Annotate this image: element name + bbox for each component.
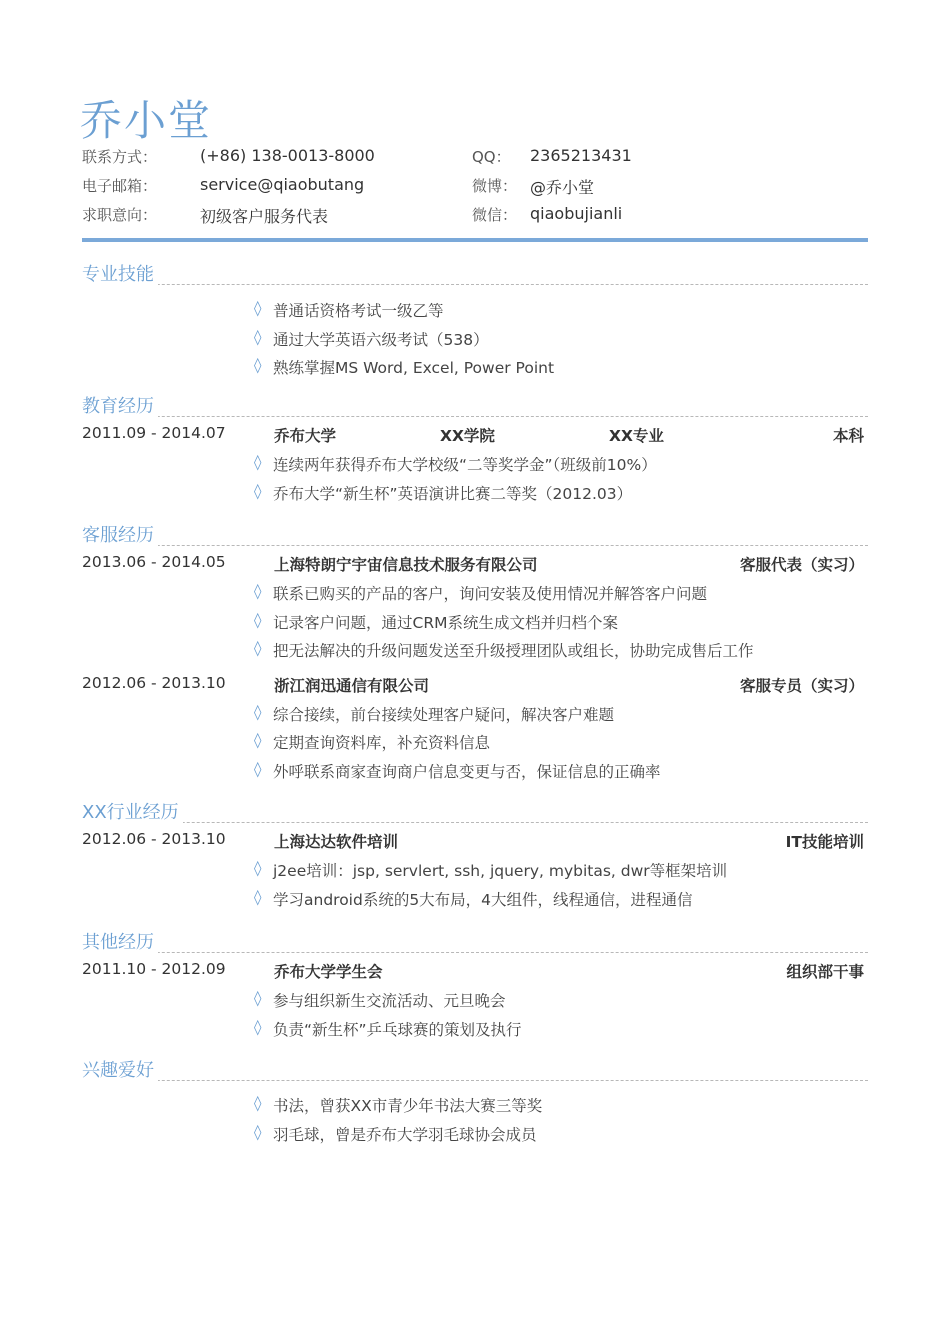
date-range: 2013.06 - 2014.05: [82, 553, 226, 571]
date-range: 2011.10 - 2012.09: [82, 960, 226, 978]
college-name: XX学院: [440, 427, 495, 445]
list-item: ◊ 综合接续，前台接续处理客户疑问，解决客户难题: [254, 702, 615, 724]
section-skills: [82, 263, 868, 382]
school-name: 乔布大学: [274, 427, 337, 445]
section-divider: [82, 284, 868, 285]
list-item: ◊ 连续两年获得乔布大学校级“二等奖学金”（班级前10%）: [254, 453, 657, 474]
job-title: IT技能培训: [785, 833, 864, 851]
section-title: 兴趣爱好: [82, 1059, 158, 1083]
list-item: ◊ 学习android系统的5大布局，4大组件，线程通信，进程通信: [254, 887, 693, 909]
job-title: 客服专员（实习）: [739, 676, 864, 695]
diamond-outline-icon: ◊: [254, 731, 262, 749]
section-divider: [82, 416, 868, 417]
list-item: ◊ 记录客户问题，通过CRM系统生成文档并归档个案: [254, 610, 618, 632]
company-name: 上海达达软件培训: [274, 833, 399, 851]
list-item: ◊ j2ee培训：jsp, servlert, ssh, jquery, mybitas, dwr等框架培训: [254, 859, 728, 880]
job-title: 客服代表（实习）: [739, 556, 864, 574]
contact-info: [82, 144, 872, 231]
section-title: 教育经历: [82, 395, 158, 419]
date-range: 2012.06 - 2013.10: [82, 673, 226, 692]
email-value: service@qiaobutang: [200, 175, 365, 194]
diamond-outline-icon: ◊: [254, 356, 262, 374]
list-item: ◊ 熟练掌握MS Word, Excel, Power Point: [254, 356, 555, 377]
company-name: 上海特朗宁宇宙信息技术服务有限公司: [274, 556, 538, 574]
list-item: ◊ 负责“新生杯”乒乓球赛的策划及执行: [254, 1017, 522, 1039]
contact-row-objective: [82, 202, 872, 231]
job-entry: [82, 671, 868, 700]
section-education: [82, 395, 868, 507]
job-entry: [82, 827, 868, 856]
diamond-outline-icon: ◊: [254, 453, 262, 471]
phone-value: (+86) 138-0013-8000: [200, 146, 375, 165]
section-divider: [82, 822, 868, 823]
section-divider: [82, 1080, 868, 1081]
date-range: 2011.09 - 2014.07: [82, 424, 226, 442]
diamond-outline-icon: ◊: [254, 702, 262, 721]
section-title: 其他经历: [82, 931, 158, 955]
qq-label: QQ：: [472, 148, 511, 166]
section-header: [82, 801, 868, 827]
email-label: 电子邮箱：: [82, 177, 158, 195]
list-item: ◊ 参与组织新生交流活动、元旦晚会: [254, 989, 506, 1010]
diamond-outline-icon: ◊: [254, 327, 262, 346]
header-divider: [82, 238, 868, 242]
section-header: [82, 931, 868, 957]
section-header: [82, 263, 868, 289]
section-title: XX行业经历: [82, 801, 183, 825]
diamond-outline-icon: ◊: [254, 759, 262, 778]
diamond-outline-icon: ◊: [254, 610, 262, 629]
list-item: ◊ 普通话资格考试一级乙等: [254, 299, 444, 320]
date-range: 2012.06 - 2013.10: [82, 830, 226, 848]
major-name: XX专业: [609, 427, 664, 445]
list-item: ◊ 定期查询资料库，补充资料信息: [254, 731, 491, 752]
section-hobbies: [82, 1059, 868, 1148]
section-header: [82, 395, 868, 421]
section-divider: [82, 952, 868, 953]
education-entry: [82, 421, 868, 450]
section-other: [82, 931, 868, 1043]
diamond-outline-icon: ◊: [254, 1122, 262, 1141]
section-title: 客服经历: [82, 524, 158, 548]
section-service: [82, 524, 868, 785]
diamond-outline-icon: ◊: [254, 1017, 262, 1036]
section-title: 专业技能: [82, 263, 158, 287]
company-name: 浙江润迅通信有限公司: [274, 676, 430, 695]
diamond-outline-icon: ◊: [254, 859, 262, 877]
wechat-label: 微信：: [472, 206, 518, 224]
diamond-outline-icon: ◊: [254, 887, 262, 906]
list-item: ◊ 通过大学英语六级考试（538）: [254, 327, 489, 349]
objective-value: 初级客户服务代表: [200, 207, 329, 226]
weibo-label: 微博：: [472, 177, 518, 195]
list-item: ◊ 书法，曾获XX市青少年书法大赛三等奖: [254, 1094, 543, 1115]
list-item: ◊ 乔布大学“新生杯”英语演讲比赛二等奖（2012.03）: [254, 481, 633, 503]
job-title: 组织部干事: [786, 963, 864, 981]
diamond-outline-icon: ◊: [254, 639, 262, 657]
job-entry: [82, 550, 868, 579]
job-entry: [82, 957, 868, 986]
contact-row-phone: [82, 144, 872, 173]
diamond-outline-icon: ◊: [254, 989, 262, 1007]
diamond-outline-icon: ◊: [254, 299, 262, 317]
list-item: ◊ 外呼联系商家查询商户信息变更与否，保证信息的正确率: [254, 759, 661, 781]
objective-label: 求职意向：: [82, 206, 158, 224]
degree: 本科: [832, 427, 864, 445]
section-industry: [82, 801, 868, 913]
section-header: [82, 524, 868, 550]
qq-value: 2365213431: [530, 146, 632, 165]
diamond-outline-icon: ◊: [254, 481, 262, 500]
organization-name: 乔布大学学生会: [274, 963, 383, 981]
list-item: ◊ 羽毛球，曾是乔布大学羽毛球协会成员: [254, 1122, 537, 1144]
contact-row-email: [82, 173, 872, 202]
diamond-outline-icon: ◊: [254, 1094, 262, 1112]
candidate-name: 乔小堂: [80, 96, 213, 145]
weibo-value: @乔小堂: [530, 178, 595, 197]
phone-label: 联系方式：: [82, 148, 158, 166]
section-divider: [82, 545, 868, 546]
diamond-outline-icon: ◊: [254, 582, 262, 600]
list-item: ◊ 把无法解决的升级问题发送至升级授理团队或组长，协助完成售后工作: [254, 639, 754, 660]
list-item: ◊ 联系已购买的产品的客户，询问安装及使用情况并解答客户问题: [254, 582, 708, 603]
wechat-value: qiaobujianli: [530, 204, 623, 223]
section-header: [82, 1059, 868, 1085]
